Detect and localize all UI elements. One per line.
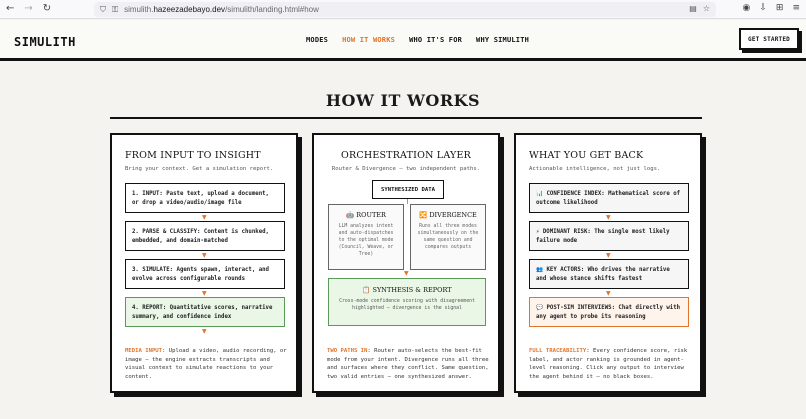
menu-icon[interactable]: ≡ — [792, 3, 800, 13]
section-title: HOW IT WORKS — [325, 91, 481, 110]
arrow-down-icon: ▼ — [606, 214, 611, 221]
back-icon[interactable]: ← — [6, 3, 15, 14]
synthesized-data-box: SYNTHESIZED DATA — [372, 180, 444, 199]
card-subtitle: Bring your context. Get a simulation report. — [125, 166, 274, 172]
title-divider — [110, 117, 702, 119]
extensions-icon[interactable]: ⊞ — [775, 3, 784, 13]
card-footnote — [327, 347, 491, 381]
shield-icon[interactable]: ⛉ — [100, 4, 106, 14]
footnote-label: TWO PATHS IN: — [327, 348, 371, 354]
card-title: WHAT YOU GET BACK — [529, 150, 644, 161]
arrow-down-icon: ▼ — [606, 290, 611, 297]
card-subtitle: Router & Divergence — two independent paths. — [331, 166, 481, 172]
downloads-icon[interactable]: ⇩ — [759, 3, 767, 13]
arrow-down-icon: ▼ — [202, 328, 207, 335]
connector-line — [407, 199, 408, 204]
arrow-down-icon: ▼ — [202, 214, 207, 221]
account-icon[interactable]: ◉ — [742, 3, 751, 13]
step-simulate: 3. SIMULATE: Agents spawn, interact, and evolve across configurable rounds — [125, 259, 285, 289]
router-node — [328, 204, 404, 270]
output-key-actors: 👥 KEY ACTORS: Who drives the narrative and whose stance shifts fastest — [529, 259, 689, 289]
nav-how-it-works[interactable]: HOW IT WORKS — [342, 36, 396, 44]
output-confidence-index: 📊 CONFIDENCE INDEX: Mathematical score of outcome likelihood — [529, 183, 689, 213]
divergence-title: 🔀 DIVERGENCE — [419, 211, 477, 219]
footnote-label: FULL TRACEABILITY: — [529, 348, 590, 354]
lock-icon[interactable]: ⚿ — [112, 4, 119, 14]
reader-view-icon[interactable]: ▤ — [689, 4, 697, 13]
nav-who-its-for[interactable]: WHO IT'S FOR — [409, 36, 463, 44]
card-input-to-insight — [110, 133, 298, 393]
site-header — [0, 20, 806, 61]
synthesis-report-box — [328, 278, 486, 326]
browser-toolbar — [0, 0, 806, 19]
card-footnote — [529, 347, 693, 381]
card-title: FROM INPUT TO INSIGHT — [125, 150, 261, 161]
card-orchestration-layer — [312, 133, 500, 393]
output-dominant-risk: ⚡ DOMINANT RISK: The single most likely failure mode — [529, 221, 689, 251]
arrow-down-icon: ▼ — [202, 290, 207, 297]
url-text[interactable]: simulith.hazeezadebayo.dev/simulith/landing.html#how — [124, 5, 319, 14]
card-subtitle: Actionable intelligence, not just logs. — [529, 166, 661, 172]
reload-icon[interactable]: ↻ — [42, 3, 52, 14]
output-post-sim-interviews: 💬 POST-SIM INTERVIEWS: Chat directly with any agent to probe its reasoning — [529, 297, 689, 327]
synthesis-description: Cross-mode confidence scoring with disagreement highlighted — divergence is the signal — [339, 299, 475, 311]
card-footnote — [125, 347, 289, 381]
step-parse-classify: 2. PARSE & CLASSIFY: Content is chunked, embedded, and domain-matched — [125, 221, 285, 251]
card-what-you-get-back — [514, 133, 702, 393]
arrow-down-icon: ▼ — [606, 252, 611, 259]
nav-modes[interactable]: MODES — [306, 36, 329, 44]
forward-icon[interactable]: → — [24, 3, 33, 14]
url-bar[interactable] — [94, 2, 716, 17]
site-logo[interactable]: SIMULITH — [14, 35, 76, 49]
step-report: 4. REPORT: Quantitative scores, narrative summary, and confidence index — [125, 297, 285, 327]
main-nav — [306, 36, 529, 44]
synthesis-title: 📋 SYNTHESIS & REPORT — [362, 286, 452, 294]
arrow-down-icon: ▼ — [404, 270, 409, 277]
step-input: 1. INPUT: Paste text, upload a document, or drop a video/audio/image file — [125, 183, 285, 213]
bookmark-star-icon[interactable]: ☆ — [702, 4, 710, 13]
nav-why-simulith[interactable]: WHY SIMULITH — [476, 36, 530, 44]
router-description: LLM analyzes intent and auto-dispatches to the optimal mode (Council, Weave, or Tree) — [338, 224, 394, 257]
footnote-text: Router auto-selects the best-fit mode from your intent. Divergence runs all three and surfaces where they conflict. Same question, two valid entries — one synthesized answer. — [327, 348, 489, 380]
footnote-text: Every confidence score, risk label, and actor ranking is grounded in agent-level reasoning. Click any output to interview the agent behind it — no black boxes. — [529, 348, 688, 380]
router-title: 🤖 ROUTER — [346, 211, 386, 219]
footnote-label: MEDIA INPUT: — [125, 348, 166, 354]
footnote-text: Upload a video, audio recording, or image — the engine extracts transcripts and visual context to simulate reactions to your content. — [125, 348, 287, 380]
get-started-button[interactable]: GET STARTED — [739, 28, 799, 50]
divergence-node — [410, 204, 486, 270]
divergence-description: Runs all three modes simultaneously on the same question and compares outputs — [417, 224, 479, 250]
arrow-down-icon: ▼ — [202, 252, 207, 259]
card-title: ORCHESTRATION LAYER — [341, 150, 471, 161]
